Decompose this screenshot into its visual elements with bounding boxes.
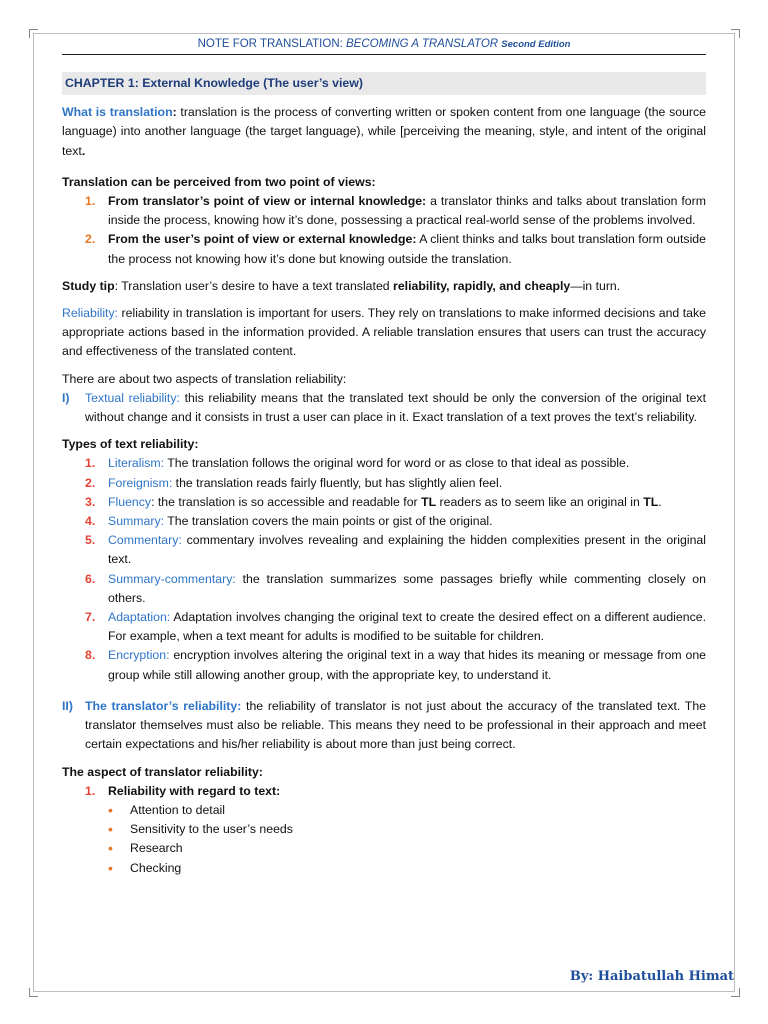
header-prefix: NOTE FOR TRANSLATION:	[197, 38, 347, 50]
bullet-item: • Research	[108, 839, 706, 858]
term-translator-reliability: The translator’s reliability:	[85, 698, 242, 713]
list-item: 6. Summary-commentary: the translation summarizes some passages briefly while commenting closely on others.	[85, 571, 706, 605]
footer-by: By:	[569, 969, 598, 984]
reliability-paragraph: Reliability: reliability in translation is important for users. They rely on translations to make informed decisions and take appropriate actions based in the information provided. A reliable translation ensures that users can trust the accuracy and effectiveness of the translated content.	[62, 306, 706, 359]
bullet-item: • Checking	[108, 859, 706, 878]
list-item: 1. Reliability with regard to text:	[85, 783, 281, 798]
bullet-item: • Sensitivity to the user’s needs	[108, 820, 706, 839]
bullet-item: • Attention to detail	[108, 801, 706, 820]
page-header	[62, 38, 706, 55]
bullet-icon: •	[108, 859, 113, 876]
term-textual-reliability: Textual reliability:	[85, 390, 180, 405]
types-heading: Types of text reliability:	[62, 437, 199, 452]
aspect-translator-heading: The aspect of translator reliability:	[62, 764, 263, 779]
header-edition: Second Edition	[501, 39, 571, 50]
author-footer	[570, 969, 734, 984]
list-item: 3. Fluency: the translation is so accessible and readable for TL readers as to seem like an original in TL.	[85, 494, 662, 509]
document-body	[62, 72, 706, 878]
list-item: 2. From the user’s point of view or external knowledge: A client thinks and talks bout translation form outside the process not knowing how it’s done but knowing outside the translation.	[85, 232, 706, 266]
list-item: 7. Adaptation: Adaptation involves changing the original text to create the desired effect on a different audience. For example, when a text meant for adults is modified to be suitable for children.	[85, 610, 706, 644]
perceived-heading: Translation can be perceived from two point of views:	[62, 174, 376, 189]
chapter-heading: CHAPTER 1: External Knowledge (The user’s view)	[62, 72, 706, 95]
aspects-intro: There are about two aspects of translation reliability:	[62, 371, 347, 386]
list-item: 2. Foreignism: the translation reads fairly fluently, but has slightly alien feel.	[85, 475, 503, 490]
what-is-paragraph: What is translation: translation is the process of converting written or spoken content from one language (the source language) into another language (the target language), while [perceiving the meaning, style, and intent of the original text.	[62, 105, 707, 158]
list-item: 1. Literalism: The translation follows the original word for word or as close to that ideal as possible.	[85, 456, 630, 471]
list-item: 5. Commentary: commentary involves revealing and explaining the hidden complexities present in the original text.	[85, 533, 706, 567]
list-item: I) Textual reliability: this reliability means that the translated text should be only the conversion of the original text without change and it consists in trust a user can place in it. Exact translation of a text proves the text’s reliability.	[62, 390, 706, 425]
list-item: 8. Encryption: encryption involves altering the original text in a way that hides its meaning or message from one group while still allowing another group, with the appropriate key, to understand it.	[85, 648, 706, 682]
header-book-title: BECOMING A TRANSLATOR	[346, 38, 499, 50]
bullet-icon: •	[108, 840, 113, 857]
list-item: 4. Summary: The translation covers the main points or gist of the original.	[85, 514, 493, 529]
footer-author: Haibatullah Himat	[597, 969, 734, 984]
study-tip: Study tip: Translation user’s desire to have a text translated reliability, rapidly, and cheaply—in turn.	[62, 278, 621, 293]
list-item: II) The translator’s reliability: the reliability of translator is not just about the accuracy of the translated text. The translator themselves must also be reliable. This means they need to be professional in their approach and meet certain expectations and his/her reliability is about more than just being correct.	[62, 698, 706, 752]
list-item: 1. From translator’s point of view or internal knowledge: a translator thinks and talks about translation form inside the process, knowing how it’s done, possessing a practical real-world sense of the problems involved.	[85, 194, 706, 228]
term-what-is: What is translation	[62, 105, 173, 120]
bullet-icon: •	[108, 801, 113, 818]
term-reliability: Reliability:	[62, 306, 119, 321]
bullet-icon: •	[108, 821, 113, 838]
